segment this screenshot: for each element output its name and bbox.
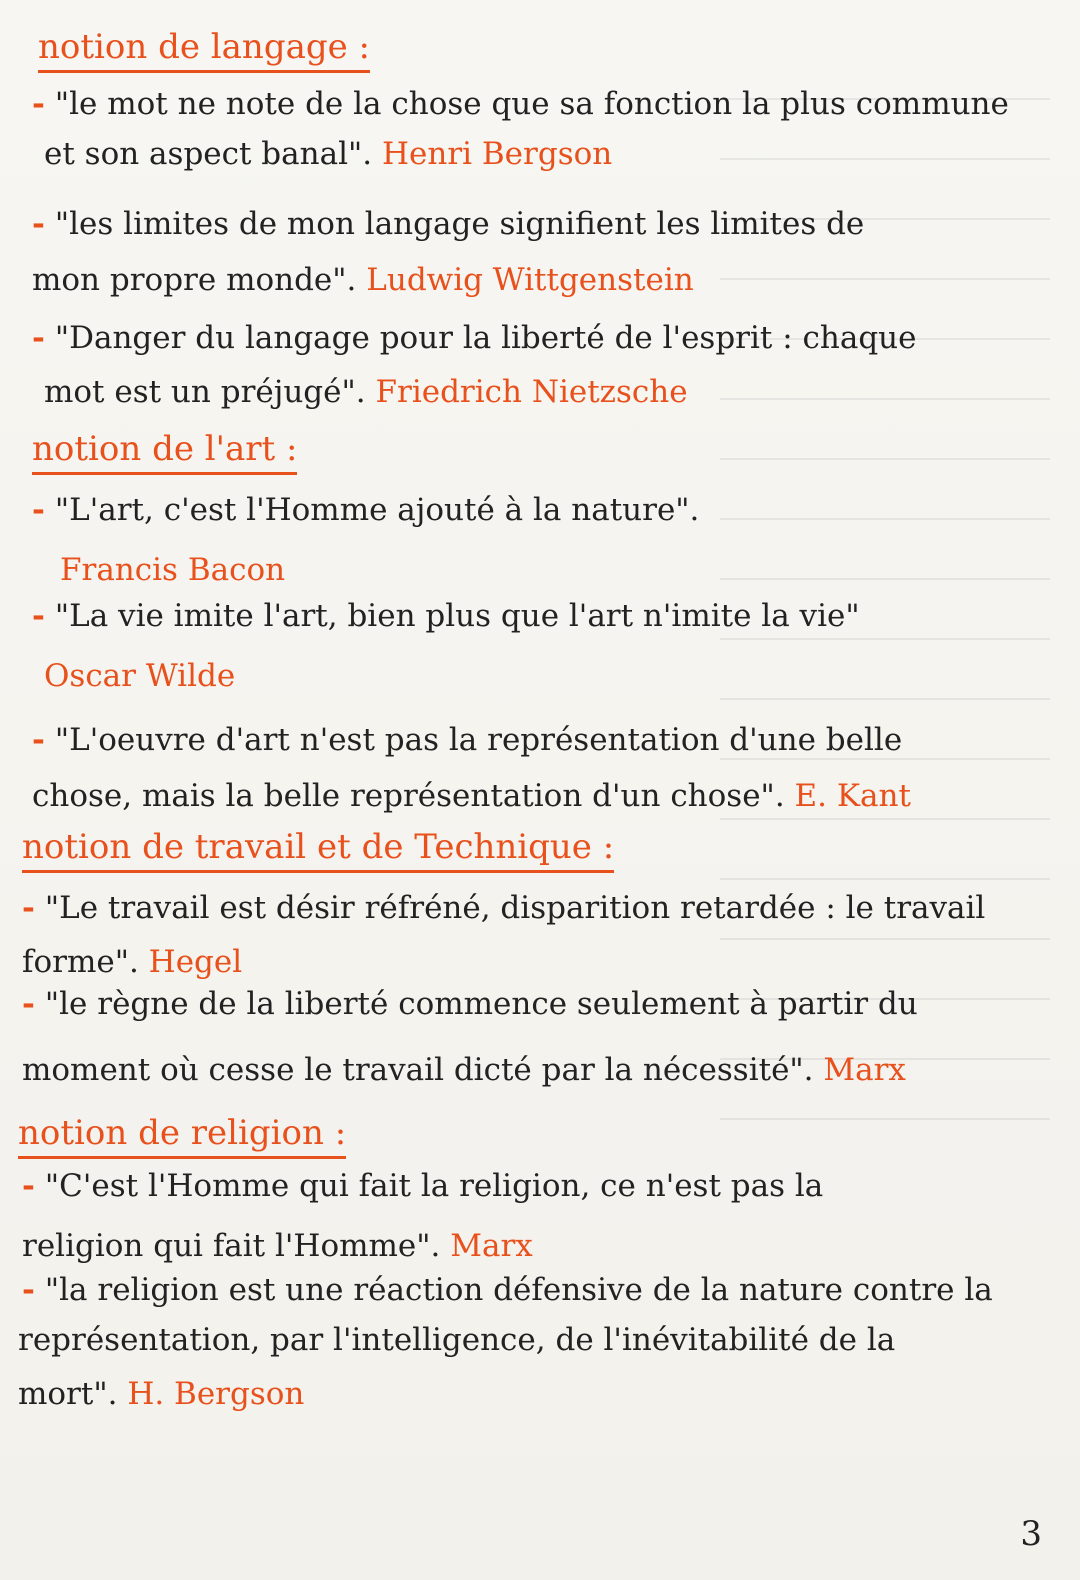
bullet-dash: - (32, 320, 45, 356)
quote-line (32, 260, 694, 300)
quote-author: Friedrich Nietzsche (375, 374, 688, 410)
quote-text: chose, mais la belle représentation d'un chose". (32, 778, 785, 814)
bullet-dash: - (22, 1272, 35, 1308)
quote-line (22, 1050, 906, 1090)
quote-line (32, 84, 1009, 124)
quote-text: "le règne de la liberté commence seulement à partir du (44, 986, 918, 1022)
quote-text: mort". (18, 1376, 118, 1412)
quote-text: et son aspect banal". (44, 136, 373, 172)
quote-line (32, 720, 902, 760)
quote-line (44, 134, 612, 174)
quote-text: "la religion est une réaction défensive de la nature contre la (44, 1272, 993, 1308)
quote-text: représentation, par l'intelligence, de l'inévitabilité de la (18, 1322, 896, 1358)
quote-text: moment où cesse le travail dicté par la nécessité". (22, 1052, 814, 1088)
bullet-dash: - (22, 890, 35, 926)
quote-text: "Danger du langage pour la liberté de l'esprit : chaque (54, 320, 917, 356)
bullet-dash: - (22, 1168, 35, 1204)
quote-text: forme". (22, 944, 139, 980)
quote-text: mon propre monde". (32, 262, 357, 298)
quote-author: Marx (450, 1228, 533, 1264)
quote-line (22, 1270, 993, 1310)
quote-line (44, 372, 688, 412)
bullet-dash: - (32, 722, 45, 758)
quote-author: Hegel (148, 944, 243, 980)
quote-author: Henri Bergson (381, 136, 613, 172)
quote-text: "C'est l'Homme qui fait la religion, ce n'est pas la (44, 1168, 824, 1204)
quote-text: religion qui fait l'Homme". (22, 1228, 441, 1264)
section-heading-langage: notion de langage : (38, 26, 370, 73)
quote-text: "L'art, c'est l'Homme ajouté à la nature". (54, 492, 700, 528)
quote-text: mot est un préjugé". (44, 374, 366, 410)
quote-author: H. Bergson (127, 1376, 305, 1412)
quote-text: "le mot ne note de la chose que sa fonction la plus commune (54, 86, 1009, 122)
quote-line (32, 490, 699, 530)
bullet-dash: - (32, 206, 45, 242)
page-number: 3 (1020, 1514, 1042, 1554)
quote-author: Ludwig Wittgenstein (366, 262, 694, 298)
quote-line (22, 984, 918, 1024)
section-heading-art: notion de l'art : (32, 428, 297, 475)
quote-line (32, 776, 911, 816)
quote-text: "La vie imite l'art, bien plus que l'art n'imite la vie" (54, 598, 860, 634)
quote-text: "Le travail est désir réfréné, disparition retardée : le travail (44, 890, 986, 926)
quote-author: Marx (823, 1052, 906, 1088)
quote-text: "les limites de mon langage signifient les limites de (54, 206, 865, 242)
bullet-dash: - (32, 598, 45, 634)
section-heading-religion: notion de religion : (18, 1112, 346, 1159)
quote-line (32, 204, 864, 244)
quote-line (18, 1320, 895, 1360)
quote-line (22, 1166, 823, 1206)
quote-line (22, 1226, 533, 1266)
bullet-dash: - (32, 86, 45, 122)
quote-author: Oscar Wilde (44, 658, 236, 694)
bullet-dash: - (22, 986, 35, 1022)
quote-line (18, 1374, 304, 1414)
quote-line (22, 888, 985, 928)
quote-author: E. Kant (794, 778, 911, 814)
quote-author: Francis Bacon (60, 552, 286, 588)
quote-line (22, 942, 242, 982)
section-heading-travail: notion de travail et de Technique : (22, 826, 614, 873)
quote-line (32, 596, 860, 636)
quote-line (32, 318, 916, 358)
quote-text: "L'oeuvre d'art n'est pas la représentation d'une belle (54, 722, 903, 758)
bullet-dash: - (32, 492, 45, 528)
